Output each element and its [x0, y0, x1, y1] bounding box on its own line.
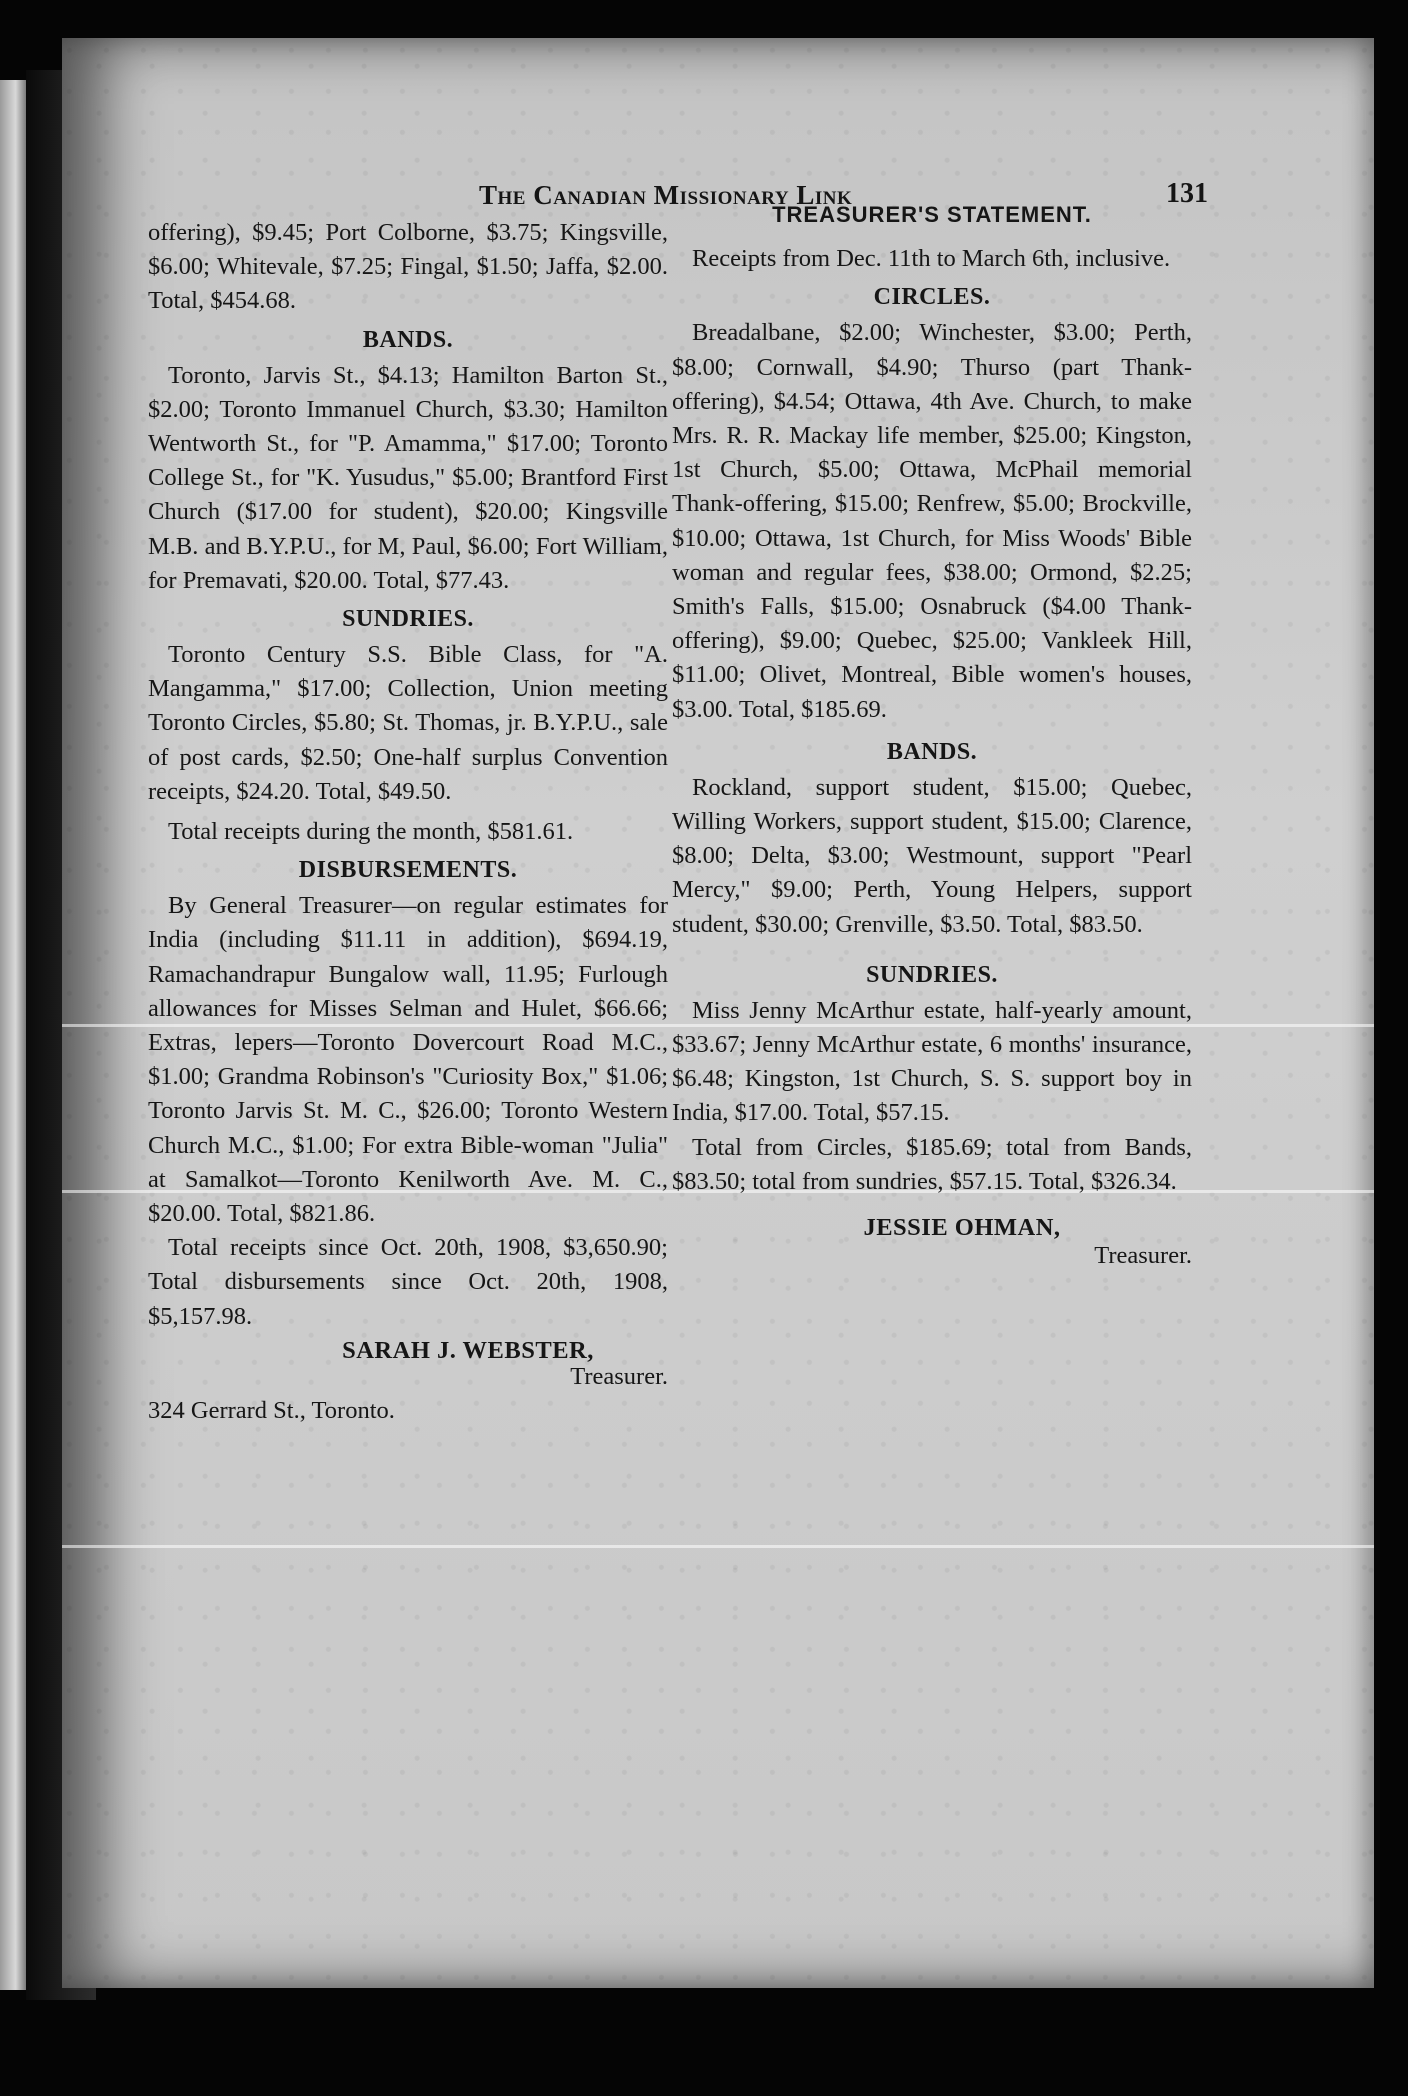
circles-paragraph: Breadalbane, $2.00; Winchester, $3.00; Perth, $8.00; Cornwall, $4.90; Thurso (part Thank-offering), $4.54; Ottawa, 4th Ave. Church, to make Mrs. R. R. Mackay life member, $25.00; Kingston, 1st Church, $5.00; Ottawa, McPhail memorial Thank-offering, $15.00; Renfrew, $5.00; Brockville, $10.00; Ottawa, 1st Church, for Miss Woods' Bible woman and regular fees, $38.00; Ormond, $2.25; Smith's Falls, $15.00; Osnabruck ($4.00 Thank-offering), $9.00; Quebec, $25.00; Vankleek Hill, $11.00; Olivet, Montreal, Bible women's houses, $3.00. Total, $185.69. [672, 319, 1192, 723]
total-month-paragraph: Total receipts during the month, $581.61. [168, 818, 574, 846]
treasurer-statement-heading: TREASURER'S STATEMENT. [772, 202, 1092, 227]
scan-artifact-line [62, 1545, 1374, 1548]
left-sundries-heading: SUNDRIES. [342, 606, 474, 633]
right-column [672, 198, 1192, 1273]
left-signature-title: Treasurer. [570, 1363, 668, 1391]
total-since-paragraph: Total receipts since Oct. 20th, 1908, $3,650.90; Total disbursements since Oct. 20th, 1908, $5,157.98. [148, 1234, 668, 1330]
right-sundries-heading: SUNDRIES. [866, 961, 998, 988]
page-header [62, 138, 1374, 210]
right-bands-paragraph: Rockland, support student, $15.00; Quebec, Willing Workers, support student, $15.00; Clarence, $8.00; Delta, $3.00; Westmount, support "Pearl Mercy," $9.00; Perth, Young Helpers, support student, $30.00; Grenville, $3.50. Total, $83.50. [672, 773, 1192, 938]
left-intro-paragraph: offering), $9.45; Port Colborne, $3.75; Kingsville, $6.00; Whitevale, $7.25; Fingal, $1.50; Jaffa, $2.00. Total, $454.68. [148, 219, 668, 315]
receipts-intro-paragraph: Receipts from Dec. 11th to March 6th, inclusive. [692, 245, 1171, 273]
left-sundries-paragraph: Toronto Century S.S. Bible Class, for "A. Mangamma," $17.00; Collection, Union meeting Toronto Circles, $5.80; St. Thomas, jr. B.Y.P.U., sale of post cards, $2.50; One-half surplus Convention receipts, $24.20. Total, $49.50. [148, 641, 668, 805]
right-signature-name: JESSIE OHMAN, [863, 1214, 1061, 1242]
left-signature-name: SARAH J. WEBSTER, [342, 1336, 594, 1364]
disbursements-heading: DISBURSEMENTS. [298, 857, 518, 884]
right-sundries-paragraph: Miss Jenny McArthur estate, half-yearly amount, $33.67; Jenny McArthur estate, 6 months' insurance, $6.48; Kingston, 1st Church, S. S. support boy in India, $17.00. Total, $57.15. [672, 996, 1192, 1127]
left-bands-heading: BANDS. [362, 326, 454, 353]
right-totals-paragraph: Total from Circles, $185.69; total from Bands, $83.50; total from sundries, $57.15. Total, $326.34. [672, 1133, 1192, 1195]
running-title: The Canadian Missionary Link [479, 180, 853, 210]
page-number: 131 [1166, 178, 1208, 209]
right-signature-title: Treasurer. [1094, 1242, 1192, 1270]
circles-heading: CIRCLES. [873, 284, 991, 311]
right-bands-heading: BANDS. [886, 738, 978, 765]
disbursements-paragraph: By General Treasurer—on regular estimates for India (including $11.11 in addition), $694.19, Ramachandrapur Bungalow wall, 11.95; Furlough allowances for Misses Selman and Hulet, $66.66; Extras, lepers—Toronto Dovercourt Road M.C., $1.00; Grandma Robinson's "Curiosity Box," $1.06; Toronto Jarvis St. M. C., $26.00; Toronto Western Church M.C., $1.00; For extra Bible-woman "Julia" at Samalkot—Toronto Kenilworth Ave. M. C., $20.00. Total, $821.86. [148, 892, 668, 1228]
left-bands-paragraph: Toronto, Jarvis St., $4.13; Hamilton Barton St., $2.00; Toronto Immanuel Church, $3.30; Hamilton Wentworth St., for "P. Amamma," $17.00; Toronto College St., for "K. Yusudus," $5.00; Brantford First Church ($17.00 for student), $20.00; Kingsville M.B. and B.Y.P.U., for M, Paul, $6.00; Fort William, for Premavati, $20.00. Total, $77.43. [148, 361, 668, 594]
left-page-edge [0, 80, 26, 1990]
left-column [148, 216, 668, 1429]
address: 324 Gerrard St., Toronto. [148, 1397, 395, 1425]
